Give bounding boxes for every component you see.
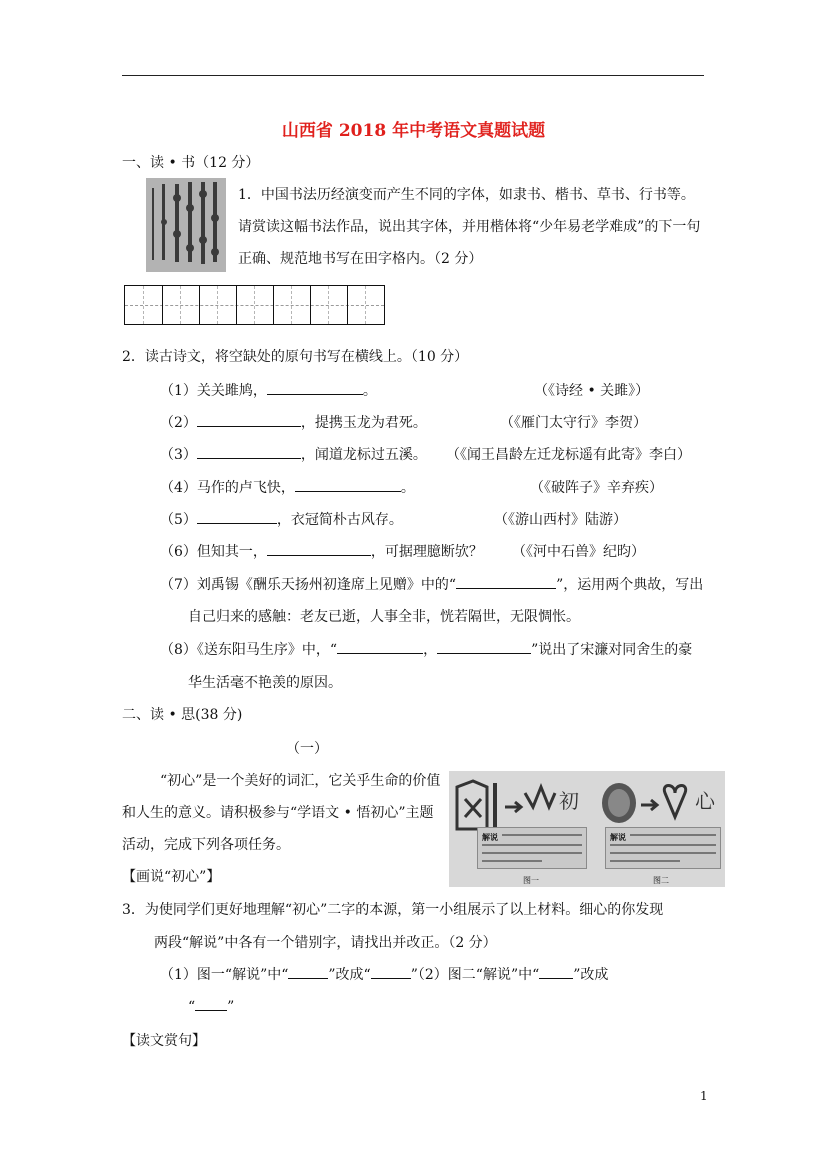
fig1-char: 初 <box>559 789 579 813</box>
answer-blank[interactable] <box>197 509 277 524</box>
answer-blank[interactable] <box>288 964 328 979</box>
q2-source-1: （《诗经 • 关雎》） <box>534 383 650 399</box>
fig2-explanation <box>605 827 721 869</box>
q2-item-5 <box>160 509 403 529</box>
q2-item-text: （5） <box>160 512 197 528</box>
answer-blank[interactable] <box>267 541 371 556</box>
q3-line-2: 两段“解说”中各有一个错别字，请找出并改正。（2 分） <box>154 935 497 951</box>
q2-item-text: ，可据理臆断欤？ <box>370 544 483 560</box>
page-title: 山西省 2018 年中考语文真题试题 <box>281 121 546 141</box>
q2-item-text: ，提携玉龙为君死。 <box>300 415 427 431</box>
q2-source-5: （《游山西村》陆游） <box>494 512 627 528</box>
page-number: 1 <box>700 1089 708 1103</box>
q2-item-7-line2: 自己归来的感触：老友已逝，人事全非，恍若隔世，无限惆怅。 <box>188 609 580 625</box>
q2-item-text: ， <box>423 642 438 658</box>
q2-item-text: （6）但知其一， <box>160 544 267 560</box>
q2-item-1 <box>160 380 377 400</box>
q2-item-3 <box>160 444 427 464</box>
intro-line-1: “初心”是一个美好的词汇，它关乎生命的价值 <box>160 773 441 789</box>
calligraphy-image <box>146 178 226 272</box>
q2-source-3: （《闻王昌龄左迁龙标遥有此寄》李白） <box>446 447 691 463</box>
answer-blank[interactable] <box>197 444 301 459</box>
q3-answer-line-2 <box>188 996 234 1015</box>
q2-item-text: （8）《送东阳马生序》中，“ <box>160 642 338 658</box>
q2-item-text: （2） <box>160 415 197 431</box>
header-rule <box>122 75 704 76</box>
q3-text: ” <box>227 999 235 1015</box>
q2-item-text: ，闻道龙标过五溪。 <box>300 447 427 463</box>
q2-source-4: （《破阵子》辛弃疾） <box>530 480 663 496</box>
q2-item-4 <box>160 477 415 497</box>
q3-text: “ <box>188 999 196 1015</box>
fig1-label: 解说 <box>482 832 498 842</box>
fig1-explanation <box>477 827 587 869</box>
answer-blank[interactable] <box>195 996 227 1011</box>
section-heading-1: 一、读 • 书（12 分） <box>122 155 260 171</box>
q3-text: ”改成 <box>573 967 609 983</box>
answer-blank[interactable] <box>337 639 423 654</box>
fig2-caption: 图二 <box>653 876 669 885</box>
q2-item-6 <box>160 541 483 561</box>
q3-answer-line <box>160 964 608 984</box>
q2-item-text: ”说出了宋濂对同舍生的豪 <box>531 642 693 658</box>
section-heading-2: 二、读 • 思(38 分) <box>122 707 243 723</box>
q1-line-3: 正确、规范地书写在田字格内。（2 分） <box>238 251 483 267</box>
answer-blank[interactable] <box>295 477 401 492</box>
q2-source-6: （《河中石兽》纪昀） <box>512 544 645 560</box>
q3-text: ”（2）图二“解说”中“ <box>410 967 540 983</box>
task-heading: 【画说“初心”】 <box>122 869 221 885</box>
q2-item-text: （4）马作的卢飞快， <box>160 480 295 496</box>
chuxin-figures <box>449 771 725 887</box>
q2-item-text: （3） <box>160 447 197 463</box>
q2-item-8-line2: 华生活毫不艳羡的原因。 <box>188 675 342 691</box>
answer-blank[interactable] <box>197 412 301 427</box>
answer-blank[interactable] <box>539 964 573 979</box>
q1-line-2: 请赏读这幅书法作品，说出其字体，并用楷体将“少年易老学难成”的下一句 <box>238 219 701 235</box>
answer-blank[interactable] <box>267 380 363 395</box>
q2-item-7 <box>160 574 703 594</box>
answer-blank[interactable] <box>456 574 556 589</box>
answer-blank[interactable] <box>437 639 531 654</box>
q2-item-text: ”，运用两个典故，写出 <box>556 577 704 593</box>
q2-item-text: 。 <box>400 480 415 496</box>
answer-blank[interactable] <box>371 964 411 979</box>
q2-item-8 <box>160 639 692 659</box>
intro-line-3: 活动，完成下列各项任务。 <box>122 837 290 853</box>
q2-source-2: （《雁门太守行》李贺） <box>500 415 647 431</box>
q2-item-text: （1）关关雎鸠， <box>160 383 267 399</box>
q3-text: （1）图一“解说”中“ <box>160 967 289 983</box>
q2-item-2 <box>160 412 427 432</box>
q2-heading: 2．读古诗文，将空缺处的原句书写在横线上。（10 分） <box>122 349 469 365</box>
tianzige-grid[interactable] <box>124 285 385 325</box>
fig2-char: 心 <box>695 789 715 813</box>
q3-text: ”改成“ <box>328 967 371 983</box>
q3-line-1: 3．为使同学们更好地理解“初心”二字的本源，第一小组展示了以上材料。细心的你发现 <box>122 902 664 918</box>
q2-item-text: ，衣冠简朴古风存。 <box>276 512 403 528</box>
next-section-heading: 【读文赏句】 <box>122 1033 206 1049</box>
q1-line-1: 1．中国书法历经演变而产生不同的字体，如隶书、楷书、草书、行书等。 <box>238 187 695 203</box>
intro-line-2: 和人生的意义。请积极参与“学语文 • 悟初心”主题 <box>122 805 434 821</box>
fig1-caption: 图一 <box>523 876 539 885</box>
fig2-label: 解说 <box>610 832 626 842</box>
q2-item-text: （7）刘禹锡《酬乐天扬州初逢席上见赠》中的“ <box>160 577 457 593</box>
q2-item-text: 。 <box>362 383 377 399</box>
subsection-label: （一） <box>286 741 328 757</box>
